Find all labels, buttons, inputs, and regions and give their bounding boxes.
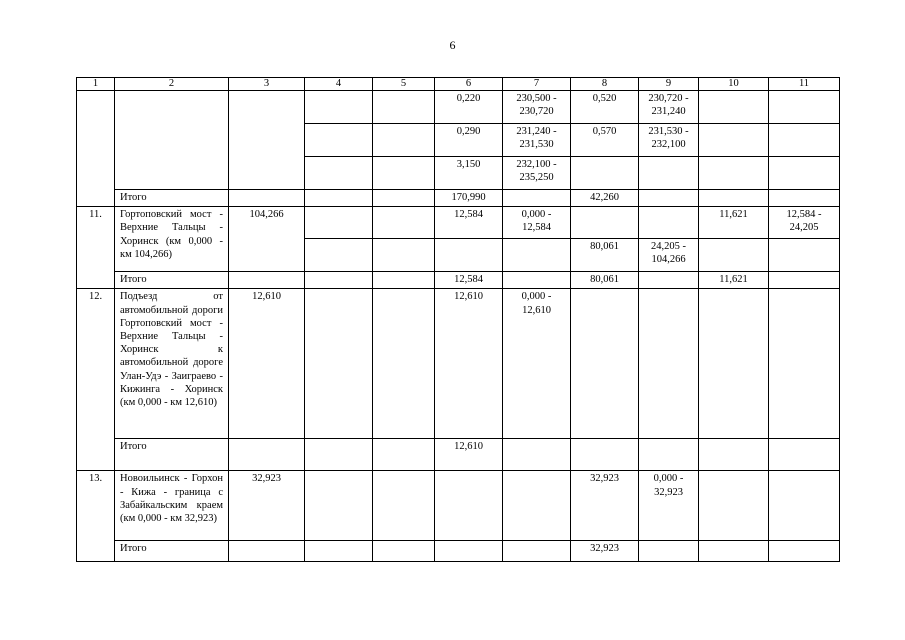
cell-name: Гортоповский мост - Верхние Тальцы - Хоринск (км 0,000 - км 104,266) xyxy=(115,207,229,272)
col-header-6: 6 xyxy=(435,78,503,91)
cell-c6: 0,290 xyxy=(435,124,503,157)
col-header-2: 2 xyxy=(115,78,229,91)
cell-c7: 231,240 - 231,530 xyxy=(503,124,571,157)
cell-c9: 230,720 - 231,240 xyxy=(639,91,699,124)
col-header-1: 1 xyxy=(77,78,115,91)
cell-c8: 0,520 xyxy=(571,91,639,124)
table-row xyxy=(77,207,840,239)
cell-length xyxy=(229,91,305,190)
cell-num: 13. xyxy=(77,471,115,562)
total-c6: 12,584 xyxy=(435,272,503,289)
cell-name xyxy=(115,91,229,190)
table-row xyxy=(77,289,840,439)
cell-c9: 0,000 - 32,923 xyxy=(639,471,699,541)
cell-c8: 80,061 xyxy=(571,239,639,272)
cell-c7: 232,100 - 235,250 xyxy=(503,157,571,190)
total-c6: 170,990 xyxy=(435,190,503,207)
cell-c7: 230,500 - 230,720 xyxy=(503,91,571,124)
total-label: Итого xyxy=(115,272,229,289)
total-row xyxy=(77,190,840,207)
table-row xyxy=(77,91,840,124)
col-header-5: 5 xyxy=(373,78,435,91)
roads-table xyxy=(76,77,840,562)
table-row xyxy=(77,471,840,541)
column-number-row xyxy=(77,78,840,91)
cell-length: 32,923 xyxy=(229,471,305,541)
cell-name: Новоильинск - Горхон - Кижа - граница с Забайкальским краем (км 0,000 - км 32,923) xyxy=(115,471,229,541)
col-header-7: 7 xyxy=(503,78,571,91)
cell-length: 104,266 xyxy=(229,207,305,272)
cell-c8: 32,923 xyxy=(571,471,639,541)
total-row xyxy=(77,541,840,562)
col-header-11: 11 xyxy=(769,78,840,91)
cell-c6: 3,150 xyxy=(435,157,503,190)
cell-c8: 0,570 xyxy=(571,124,639,157)
cell-c9: 24,205 - 104,266 xyxy=(639,239,699,272)
cell-num: 11. xyxy=(77,207,115,289)
cell-c10: 11,621 xyxy=(699,207,769,239)
total-c8: 80,061 xyxy=(571,272,639,289)
cell-c7: 0,000 - 12,610 xyxy=(503,289,571,439)
total-label: Итого xyxy=(115,439,229,471)
total-c6: 12,610 xyxy=(435,439,503,471)
total-c8: 42,260 xyxy=(571,190,639,207)
cell-num: 12. xyxy=(77,289,115,471)
cell-c11: 12,584 - 24,205 xyxy=(769,207,840,239)
col-header-9: 9 xyxy=(639,78,699,91)
cell-name: Подъезд от автомобильной дороги Гортоповский мост - Верхние Тальцы - Хоринск к автомобильной дороге Улан-Удэ - Заиграево - Кижинга - Хоринск (км 0,000 - км 12,610) xyxy=(115,289,229,439)
cell-num xyxy=(77,91,115,207)
col-header-8: 8 xyxy=(571,78,639,91)
cell-c7: 0,000 - 12,584 xyxy=(503,207,571,239)
total-c8: 32,923 xyxy=(571,541,639,562)
total-label: Итого xyxy=(115,190,229,207)
cell-c9: 231,530 - 232,100 xyxy=(639,124,699,157)
total-c10: 11,621 xyxy=(699,272,769,289)
page-number: 6 xyxy=(449,38,456,52)
total-row xyxy=(77,272,840,289)
col-header-3: 3 xyxy=(229,78,305,91)
total-row xyxy=(77,439,840,471)
cell-length: 12,610 xyxy=(229,289,305,439)
cell-c6: 12,610 xyxy=(435,289,503,439)
cell-c6: 12,584 xyxy=(435,207,503,239)
total-label: Итого xyxy=(115,541,229,562)
col-header-10: 10 xyxy=(699,78,769,91)
col-header-4: 4 xyxy=(305,78,373,91)
cell-c6: 0,220 xyxy=(435,91,503,124)
